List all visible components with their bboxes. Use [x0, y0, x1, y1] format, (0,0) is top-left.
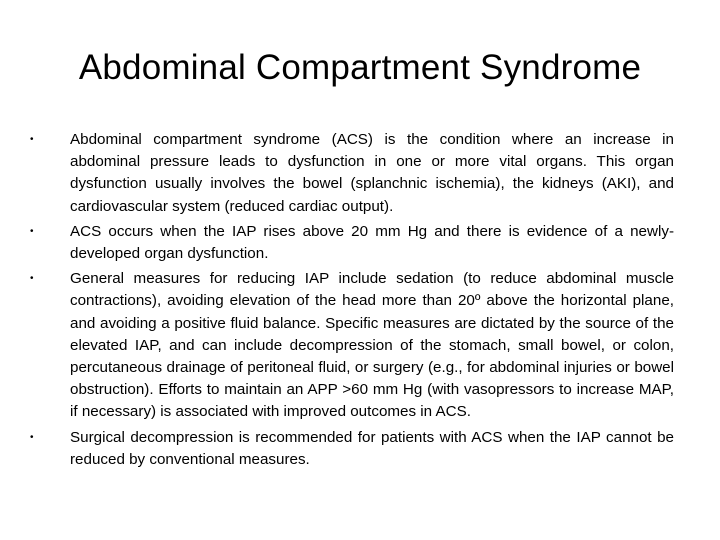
bullet-text: ACS occurs when the IAP rises above 20 mm Hg and there is evidence of a newly-developed organ dysfunction.	[70, 222, 674, 263]
bullet-text: Abdominal compartment syndrome (ACS) is the condition where an increase in abdominal pressure leads to dysfunction in one or more vital organs. This organ dysfunction usually involves the bowel (splanchnic ischemia), the kidneys (AKI), and cardiovascular system (reduced cardiac output).	[70, 131, 674, 215]
bullet-item-surgical	[30, 427, 674, 471]
bullet-item-criteria	[30, 221, 674, 265]
bullet-text: Surgical decompression is recommended for patients with ACS when the IAP cannot be reduced by conventional measures.	[70, 428, 674, 468]
bullet-icon: •	[30, 225, 34, 237]
bullet-item-definition	[30, 129, 674, 218]
bullet-icon: •	[30, 134, 34, 145]
bullet-icon: •	[30, 431, 34, 443]
bullet-icon: •	[30, 273, 34, 285]
bullet-list	[30, 129, 674, 474]
slide-title: Abdominal Compartment Syndrome	[78, 48, 642, 87]
bullet-text: General measures for reducing IAP include sedation (to reduce abdominal muscle contractions), avoiding elevation of the head more than 20º above the horizontal plane, and avoiding a positive fluid balance. Specific measures are dictated by the source of the elevated IAP, and can include decompression of the stomach, small bowel, or colon, percutaneous drainage of peritoneal fluid, or surgery (e.g., for abdominal injuries or bowel obstruction). Efforts to maintain an APP >60 mm Hg (with vasopressors to increase MAP, if necessary) is associated with improved outcomes in ACS.	[70, 270, 674, 421]
bullet-item-general-measures	[30, 268, 674, 423]
